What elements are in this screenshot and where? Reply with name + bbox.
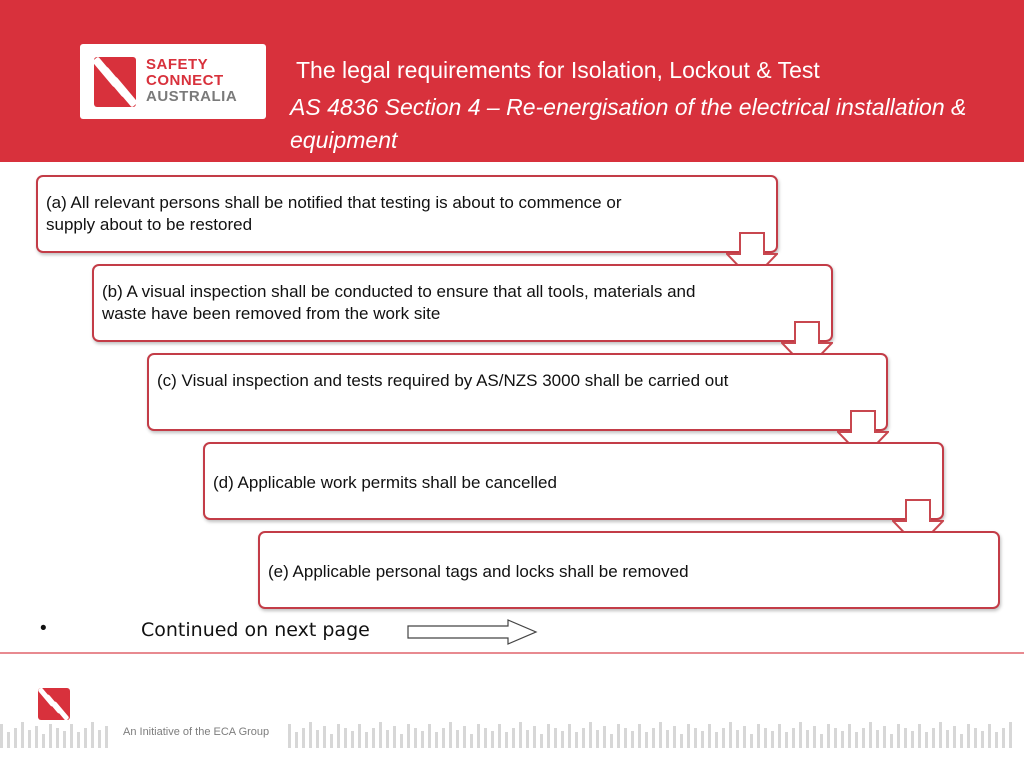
footer-pattern-bar	[512, 728, 515, 748]
footer-pattern-bar	[848, 724, 851, 748]
footer-tagline: An Initiative of the ECA Group	[123, 726, 270, 738]
footer-pattern-bar	[813, 726, 816, 748]
footer-pattern-bar	[386, 730, 389, 748]
footer-pattern-bar	[932, 728, 935, 748]
footer-pattern-bar	[302, 728, 305, 748]
footer-pattern-bar	[645, 732, 648, 748]
footer-pattern-bar	[736, 730, 739, 748]
footer-pattern-bar	[918, 724, 921, 748]
footer-pattern-bar	[596, 730, 599, 748]
footer-pattern-bar	[981, 731, 984, 748]
continued-text: Continued on next page	[141, 619, 370, 641]
footer-pattern-bar	[484, 728, 487, 748]
footer-pattern-bar	[757, 724, 760, 748]
footer-pattern-bar	[610, 734, 613, 748]
footer-pattern-bar	[77, 732, 80, 748]
bullet-marker: •	[40, 618, 47, 639]
footer-pattern-bar	[421, 731, 424, 748]
footer-pattern-bar	[554, 728, 557, 748]
footer-pattern-bar	[792, 728, 795, 748]
footer-pattern-bar	[351, 731, 354, 748]
footer-pattern-bar	[42, 734, 45, 748]
footer-pattern-bar	[526, 730, 529, 748]
footer-pattern-bar	[764, 728, 767, 748]
footer-pattern-bar	[35, 726, 38, 748]
logo-line-2: CONNECT	[146, 72, 224, 89]
footer-pattern-bar	[806, 730, 809, 748]
footer-pattern-bar	[904, 728, 907, 748]
footer-pattern-bar	[974, 728, 977, 748]
step-text-b: (b) A visual inspection shall be conducted to ensure that all tools, materials and waste have been removed from the work site	[102, 282, 696, 323]
step-text-a: (a) All relevant persons shall be notified that testing is about to commence or supply about to be restored	[46, 193, 622, 234]
right-arrow-icon	[406, 618, 538, 646]
logo-mark-icon	[94, 57, 136, 107]
footer-pattern-bar	[995, 732, 998, 748]
footer-pattern-bar	[21, 722, 24, 748]
footer-pattern-bar	[1009, 722, 1012, 748]
footer-pattern-bar	[393, 726, 396, 748]
footer-pattern-bar	[533, 726, 536, 748]
footer-logo-icon	[38, 688, 70, 720]
footer-pattern-bar	[344, 728, 347, 748]
footer-pattern-bar	[687, 724, 690, 748]
footer-pattern-bar	[631, 731, 634, 748]
footer-pattern-bar	[288, 724, 291, 748]
footer-pattern-bar	[337, 724, 340, 748]
footer-pattern-bar	[890, 734, 893, 748]
footer-pattern-bar	[414, 728, 417, 748]
footer-pattern-bar	[841, 731, 844, 748]
footer-pattern-bar	[799, 722, 802, 748]
footer-pattern-bar	[603, 726, 606, 748]
footer-divider	[0, 652, 1024, 654]
footer-pattern-bar	[505, 732, 508, 748]
footer-pattern-bar	[925, 732, 928, 748]
footer-pattern-bar	[56, 728, 59, 748]
footer-pattern-bar	[946, 730, 949, 748]
footer-pattern-bar	[28, 730, 31, 748]
footer-pattern-bar	[91, 722, 94, 748]
footer-pattern-bar	[701, 731, 704, 748]
footer-pattern-bar	[435, 732, 438, 748]
footer-pattern-bar	[638, 724, 641, 748]
footer-pattern-bar	[827, 724, 830, 748]
footer-pattern-bar	[449, 722, 452, 748]
footer-pattern-bar	[519, 722, 522, 748]
step-text-c: (c) Visual inspection and tests required by AS/NZS 3000 shall be carried out	[157, 371, 729, 390]
footer-pattern-bar	[498, 724, 501, 748]
footer-pattern-bar	[743, 726, 746, 748]
footer-pattern-bar	[834, 728, 837, 748]
footer-pattern-bar	[967, 724, 970, 748]
footer-pattern-bar	[540, 734, 543, 748]
footer-pattern-bar	[652, 728, 655, 748]
step-box-c	[147, 353, 888, 431]
footer-pattern-bar	[463, 726, 466, 748]
footer-pattern-bar	[883, 726, 886, 748]
footer-pattern-bar	[911, 731, 914, 748]
footer-pattern-bar	[617, 724, 620, 748]
footer-pattern-bar	[778, 724, 781, 748]
step-box-b	[92, 264, 833, 342]
footer-pattern-bar	[729, 722, 732, 748]
footer-pattern-bar	[939, 722, 942, 748]
footer-pattern-bar	[372, 728, 375, 748]
logo-line-3: AUSTRALIA	[146, 88, 238, 105]
footer-pattern-bar	[897, 724, 900, 748]
slide-subtitle: AS 4836 Section 4 – Re-energisation of the electrical installation & equipment	[290, 94, 967, 153]
logo-wordmark	[146, 57, 237, 105]
footer-pattern-bar	[680, 734, 683, 748]
footer-pattern-bar	[428, 724, 431, 748]
safety-connect-logo	[80, 44, 266, 119]
step-text-d: (d) Applicable work permits shall be cancelled	[213, 473, 557, 492]
footer-pattern-bar	[785, 732, 788, 748]
footer-pattern-bar	[456, 730, 459, 748]
footer-pattern-bar	[470, 734, 473, 748]
footer-pattern-bar	[708, 724, 711, 748]
footer-pattern-bar	[442, 728, 445, 748]
footer-pattern-bar	[379, 722, 382, 748]
footer-pattern-bar	[105, 726, 108, 748]
footer-pattern-bar	[673, 726, 676, 748]
footer-pattern-bar	[750, 734, 753, 748]
footer-pattern-bar	[953, 726, 956, 748]
step-text-e: (e) Applicable personal tags and locks shall be removed	[268, 562, 689, 581]
footer-pattern-bar	[820, 734, 823, 748]
footer-pattern-bar	[666, 730, 669, 748]
footer-pattern-bar	[98, 730, 101, 748]
footer-pattern-bar	[624, 728, 627, 748]
footer-pattern-bar	[49, 724, 52, 748]
footer-pattern-bar	[771, 731, 774, 748]
footer-pattern-bar	[14, 728, 17, 748]
footer-pattern-right	[288, 720, 1024, 748]
footer-pattern-bar	[561, 731, 564, 748]
footer-pattern-bar	[575, 732, 578, 748]
header-banner	[0, 0, 1024, 162]
footer-pattern-bar	[715, 732, 718, 748]
footer-pattern-bar	[407, 724, 410, 748]
footer-pattern-bar	[589, 722, 592, 748]
footer-pattern-bar	[358, 724, 361, 748]
footer-pattern-bar	[659, 722, 662, 748]
footer-pattern-bar	[862, 728, 865, 748]
footer-pattern-bar	[84, 728, 87, 748]
footer-pattern-bar	[309, 722, 312, 748]
step-box-e	[258, 531, 1000, 609]
footer-pattern-bar	[400, 734, 403, 748]
footer-pattern-bar	[63, 731, 66, 748]
footer-pattern-bar	[70, 724, 73, 748]
footer-pattern-bar	[0, 724, 3, 748]
footer-pattern-bar	[365, 732, 368, 748]
step-box-d	[203, 442, 944, 520]
footer-pattern-bar	[568, 724, 571, 748]
footer-pattern-bar	[722, 728, 725, 748]
footer-pattern-bar	[876, 730, 879, 748]
footer-pattern-bar	[1002, 728, 1005, 748]
footer-pattern-bar	[323, 726, 326, 748]
footer-pattern-bar	[295, 732, 298, 748]
logo-line-1: SAFETY	[146, 56, 209, 73]
footer-pattern-left	[0, 720, 118, 748]
footer-pattern-bar	[316, 730, 319, 748]
footer-pattern-bar	[477, 724, 480, 748]
footer-pattern-bar	[547, 724, 550, 748]
footer-pattern-bar	[582, 728, 585, 748]
footer-pattern-bar	[855, 732, 858, 748]
slide-title: The legal requirements for Isolation, Lockout & Test	[296, 57, 820, 83]
footer-pattern-bar	[960, 734, 963, 748]
footer-pattern-bar	[491, 731, 494, 748]
step-box-a	[36, 175, 778, 253]
footer-pattern-bar	[869, 722, 872, 748]
footer-pattern-bar	[7, 732, 10, 748]
footer-pattern-bar	[330, 734, 333, 748]
footer-pattern-bar	[988, 724, 991, 748]
footer-pattern-bar	[694, 728, 697, 748]
